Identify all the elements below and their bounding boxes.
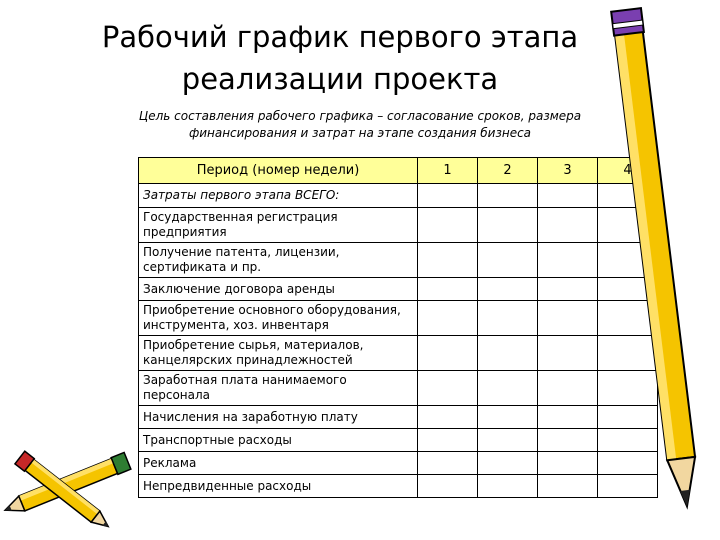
row-label: Приобретение основного оборудования, инструмента, хоз. инвентаря	[139, 301, 418, 336]
pencil-icon	[4, 448, 124, 536]
table-row	[139, 184, 658, 208]
table-cell	[478, 371, 538, 406]
row-label: Транспортные расходы	[139, 429, 418, 452]
table-cell	[418, 301, 478, 336]
table-cell	[538, 208, 598, 243]
table-cell	[538, 184, 598, 208]
table-cell	[538, 371, 598, 406]
table-row	[139, 452, 658, 475]
title-line-2: реализации проекта	[181, 62, 499, 96]
table-cell	[418, 475, 478, 498]
table-cell	[478, 429, 538, 452]
table-cell	[418, 371, 478, 406]
week-header-3: 3	[538, 158, 598, 184]
table-cell	[418, 243, 478, 278]
table-cell	[478, 278, 538, 301]
table-row	[139, 475, 658, 498]
table-cell	[538, 406, 598, 429]
table-cell	[478, 243, 538, 278]
table-row	[139, 429, 658, 452]
table-cell	[418, 184, 478, 208]
row-label: Непредвиденные расходы	[139, 475, 418, 498]
table-row	[139, 278, 658, 301]
table-cell	[538, 336, 598, 371]
table-cell	[418, 278, 478, 301]
row-label: Заработная плата нанимаемого персонала	[139, 371, 418, 406]
row-label-total: Затраты первого этапа ВСЕГО:	[139, 184, 418, 208]
week-header-1: 1	[418, 158, 478, 184]
row-label: Приобретение сырья, материалов, канцелярских принадлежностей	[139, 336, 418, 371]
page-subtitle	[110, 108, 610, 142]
row-label: Заключение договора аренды	[139, 278, 418, 301]
table-cell	[418, 452, 478, 475]
table-cell	[418, 336, 478, 371]
table-row	[139, 208, 658, 243]
row-label: Государственная регистрация предприятия	[139, 208, 418, 243]
row-label: Реклама	[139, 452, 418, 475]
row-label: Начисления на заработную плату	[139, 406, 418, 429]
table-cell	[538, 278, 598, 301]
week-header-4: 4	[598, 158, 658, 184]
table-cell	[418, 208, 478, 243]
table-cell	[538, 475, 598, 498]
table-cell	[478, 208, 538, 243]
row-label: Получение патента, лицензии, сертификата и пр.	[139, 243, 418, 278]
title-line-1: Рабочий график первого этапа	[101, 20, 579, 54]
schedule-table	[138, 157, 658, 498]
table-cell	[478, 336, 538, 371]
table-cell	[538, 301, 598, 336]
table-cell	[538, 429, 598, 452]
table-cell	[478, 184, 538, 208]
table-cell	[478, 406, 538, 429]
subtitle-line-1: Цель составления рабочего графика – согласование сроков, размера	[138, 109, 582, 123]
table-row	[139, 243, 658, 278]
table-cell	[418, 406, 478, 429]
table-cell	[418, 429, 478, 452]
table-cell	[478, 452, 538, 475]
pencil-icon	[598, 2, 720, 538]
table-row	[139, 371, 658, 406]
table-cell	[478, 475, 538, 498]
table-cell	[538, 243, 598, 278]
week-header-2: 2	[478, 158, 538, 184]
page-title	[60, 16, 620, 100]
period-header: Период (номер недели)	[139, 158, 418, 184]
table-row	[139, 406, 658, 429]
table-cell	[538, 452, 598, 475]
table-row	[139, 336, 658, 371]
table-row	[139, 301, 658, 336]
table-cell	[478, 301, 538, 336]
subtitle-line-2: финансирования и затрат на этапе создания бизнеса	[188, 126, 532, 140]
table-header-row	[139, 158, 658, 184]
